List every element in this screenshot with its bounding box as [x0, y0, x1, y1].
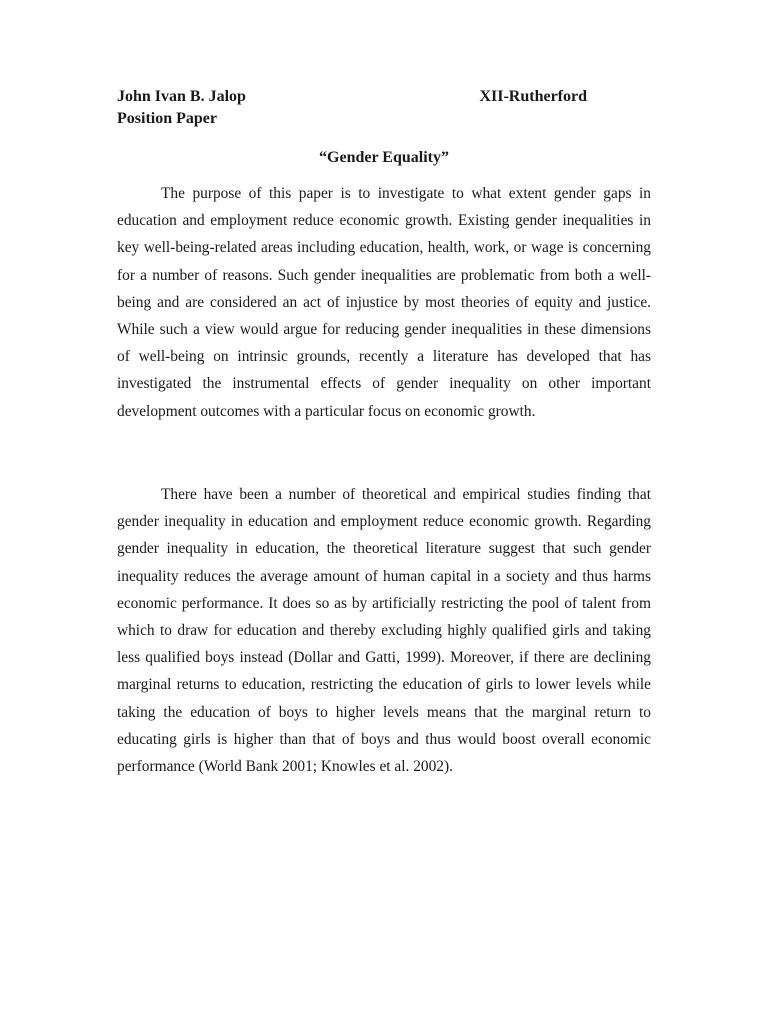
class-section: XII-Rutherford [479, 88, 587, 105]
author-name: John Ivan B. Jalop [117, 88, 246, 105]
document-header [117, 86, 651, 130]
document-title: “Gender Equality” [319, 149, 449, 166]
paragraph-1: The purpose of this paper is to investigate to what extent gender gaps in education and employment reduce economic growth. Existing gender inequalities in key well-being-related areas including education, health, work, or wage is concerning for a number of reasons. Such gender inequalities are problematic from both a well-being and are considered an act of injustice by most theories of equity and justice. While such a view would argue for reducing gender inequalities in these dimensions of well-being on intrinsic grounds, recently a literature has developed that has investigated the instrumental effects of gender inequality on other important development outcomes with a particular focus on economic growth. [117, 185, 651, 420]
document-type: Position Paper [117, 110, 217, 127]
paragraph-2: There have been a number of theoretical and empirical studies finding that gender inequality in education and employment reduce economic growth. Regarding gender inequality in education, the theoretical literature suggest that such gender inequality reduces the average amount of human capital in a society and thus harms economic performance. It does so as by artificially restricting the pool of talent from which to draw for education and thereby excluding highly qualified girls and taking less qualified boys instead (Dollar and Gatti, 1999). Moreover, if there are declining marginal returns to education, restricting the education of girls to lower levels while taking the education of boys to higher levels means that the marginal return to educating girls is higher than that of boys and thus would boost overall economic performance (World Bank 2001; Knowles et al. 2002). [117, 486, 651, 776]
header-row [117, 86, 587, 108]
